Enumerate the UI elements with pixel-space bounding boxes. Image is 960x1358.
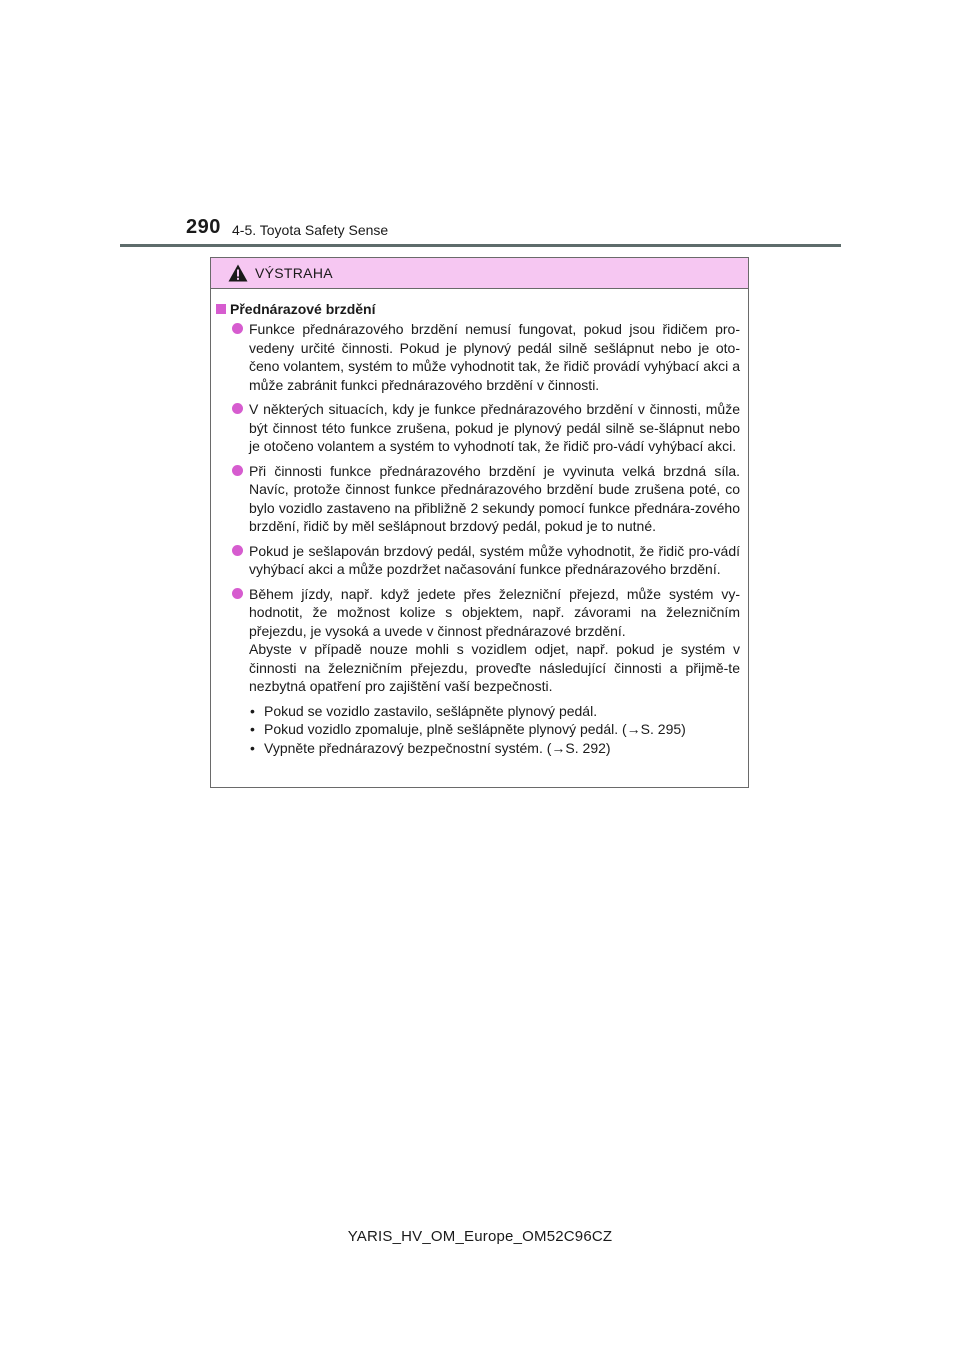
bullet-paragraph: Abyste v případě nouze mohli s vozidlem odjet, např. pokud je systém v činnosti na železničním přejezdu, proveďte následující činnosti a přijmě-te nezbytná opatření pro zajištění vaší bezpečnosti. (249, 641, 740, 694)
circle-bullet-icon (232, 588, 243, 599)
sub-list (249, 702, 740, 758)
bullet-paragraph: Během jízdy, např. když jedete přes železniční přejezd, může systém vy-hodnotit, že možnost kolize s objektem, např. závorami na železničním přejezdu, je vysoká a uvede v činnost přednárazové brzdění. (249, 585, 740, 639)
circle-bullet-icon (232, 323, 243, 334)
sub-list-item (249, 720, 740, 739)
sub-list-item (249, 702, 740, 721)
warning-triangle-icon (228, 264, 248, 282)
warning-heading (216, 301, 740, 317)
warning-body (211, 289, 748, 757)
sub-bullet-icon: • (250, 702, 255, 719)
warning-box (210, 257, 749, 788)
list-item (216, 400, 740, 456)
warning-heading-text: Přednárazové brzdění (230, 301, 376, 317)
header-rule (120, 244, 841, 247)
bullet-text: Při činnosti funkce přednárazového brzdění je vyvinuta velká brzdná síla. Navíc, protože činnost funkce přednárazového brzdění bude zrušena poté, co bylo vozidlo zastaveno na přibližně 2 sekundy pomocí funkce přednára-zového brzdění, řidič by měl sešlápnout brzdový pedál, pokud je to nutné. (249, 462, 740, 534)
sub-item-text: Pokud se vozidlo zastavilo, sešlápněte plynový pedál. (264, 702, 598, 719)
list-item (216, 320, 740, 394)
square-bullet-icon (216, 304, 226, 314)
circle-bullet-icon (232, 545, 243, 556)
sub-bullet-icon: • (250, 739, 255, 756)
bullet-text: Pokud je sešlapován brzdový pedál, systém může vyhodnotit, že řidič pro-vádí vyhýbací akci a může pozdržet načasování funkce přednárazového brzdění. (249, 542, 740, 577)
warning-header (211, 258, 748, 289)
list-item (216, 542, 740, 579)
sub-bullet-icon: • (250, 721, 255, 737)
bullet-text (249, 585, 740, 758)
bullet-text: V některých situacích, kdy je funkce přednárazového brzdění v činnosti, může být činnost této funkce zrušena, pokud je plynový pedál silně se-šlápnut nebo je otočeno volantem a systém to vyhodnotí tak, že řidič pro-vádí vyhýbací akci. (249, 401, 740, 454)
list-item (216, 462, 740, 536)
bullet-text: Funkce přednárazového brzdění nemusí fungovat, pokud jsou řidičem pro-vedeny určité činnosti. Pokud je plynový pedál silně sešlápnut nebo je oto-čeno volantem, systém to může vyhodnotit tak, že řidič provádí vyhýbací akci a může zabránit funkci přednárazového brzdění v činnosti. (249, 321, 740, 393)
footer-doc-id: YARIS_HV_OM_Europe_OM52C96CZ (347, 1228, 613, 1245)
circle-bullet-icon (232, 465, 243, 476)
page-number: 290 (186, 216, 221, 238)
sub-item-text: Pokud vozidlo zpomaluje, plně sešlápněte plynový pedál. (→S. 295) (264, 721, 686, 737)
sub-item-text: Vypněte přednárazový bezpečnostní systém. (→S. 292) (264, 739, 611, 756)
warning-label: VÝSTRAHA (255, 265, 333, 281)
section-title: 4-5. Toyota Safety Sense (232, 222, 389, 238)
list-item (216, 585, 740, 758)
sub-list-item (249, 739, 740, 758)
circle-bullet-icon (232, 403, 243, 414)
